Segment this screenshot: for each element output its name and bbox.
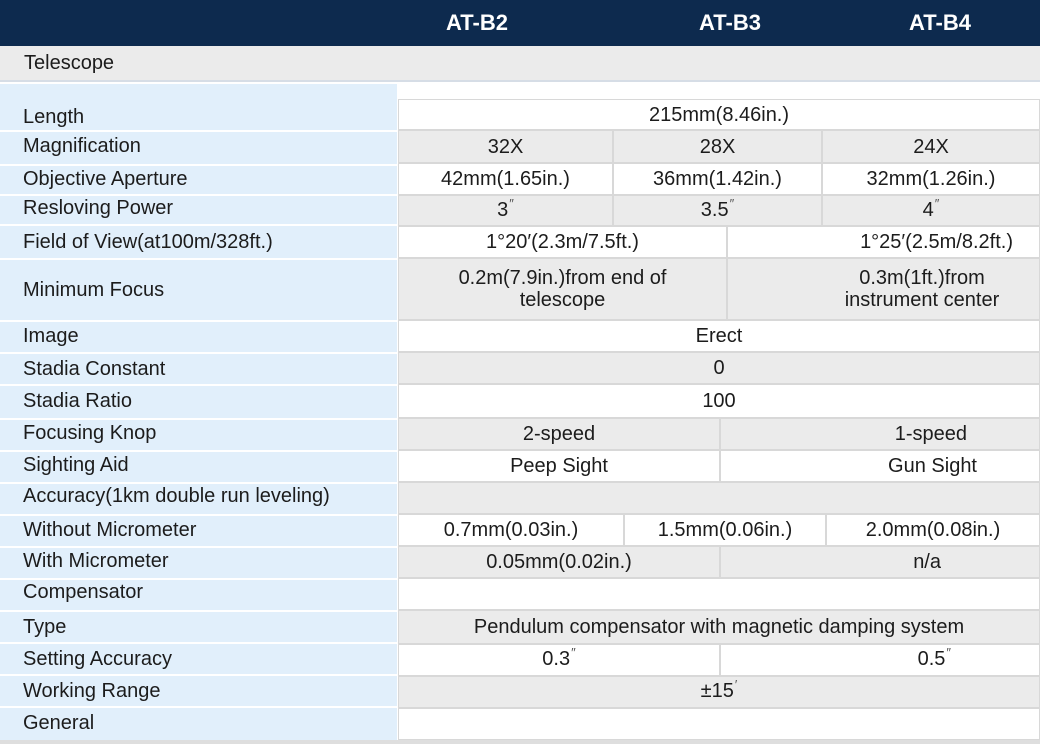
bottom-rule — [0, 740, 1040, 744]
label-objective-aperture: Objective Aperture — [23, 168, 188, 190]
cell-resolving-b3: 3.5″ — [613, 195, 822, 226]
cell-aperture-b2: 42mm(1.65in.) — [398, 163, 613, 195]
label-length: Length — [23, 106, 85, 128]
cell-without-micrometer-b4: 2.0mm(0.08in.) — [826, 514, 1040, 546]
divider — [0, 320, 397, 322]
cell-min-focus-b2-b3: 0.2m(7.9in.)from end of telescope — [398, 258, 727, 320]
cell-working-range: ±15′ — [398, 676, 1040, 708]
label-stadia-ratio: Stadia Ratio — [23, 390, 132, 412]
divider — [0, 418, 397, 420]
divider — [0, 352, 397, 354]
cell-aperture-b4: 32mm(1.26in.) — [822, 163, 1040, 195]
cell-with-micrometer-b4: n/a — [720, 546, 1040, 578]
cell-focusing-b4: 1-speed — [720, 418, 1040, 450]
divider — [0, 546, 397, 548]
model-at-b4: AT-B4 — [909, 10, 971, 35]
model-at-b2: AT-B2 — [446, 10, 508, 35]
cell-compensator-empty — [398, 578, 1040, 610]
label-stadia-constant: Stadia Constant — [23, 358, 166, 380]
label-resolving-power: Resloving Power — [23, 197, 174, 219]
label-focusing-knob: Focusing Knop — [23, 422, 157, 444]
label-minimum-focus: Minimum Focus — [23, 279, 165, 301]
model-at-b3: AT-B3 — [699, 10, 761, 35]
label-field-of-view: Field of View(at100m/328ft.) — [23, 231, 273, 253]
divider — [0, 610, 397, 612]
label-sighting-aid: Sighting Aid — [23, 454, 129, 476]
cell-without-micrometer-b2: 0.7mm(0.03in.) — [398, 514, 624, 546]
divider — [0, 642, 397, 644]
label-accuracy: Accuracy(1km double run leveling) — [23, 485, 330, 507]
cell-sighting-b2-b3: Peep Sight — [398, 450, 720, 482]
cell-sighting-b4: Gun Sight — [720, 450, 1040, 482]
divider — [0, 164, 397, 166]
label-working-range: Working Range — [23, 680, 161, 702]
section-label: Telescope — [24, 52, 115, 74]
divider — [0, 130, 397, 132]
divider — [0, 224, 397, 226]
cell-magnification-b3: 28X — [613, 130, 822, 163]
cell-min-focus-b4: 0.3m(1ft.)from instrument center — [727, 258, 1040, 320]
divider — [0, 258, 397, 260]
cell-resolving-b4: 4″ — [822, 195, 1040, 226]
divider — [0, 450, 397, 452]
divider — [0, 384, 397, 386]
cell-stadia-ratio: 100 — [398, 384, 1040, 418]
divider — [0, 194, 397, 196]
section-telescope — [0, 46, 1040, 82]
cell-resolving-b2: 3″ — [398, 195, 613, 226]
label-image: Image — [23, 325, 79, 347]
cell-setting-accuracy-b2-b3: 0.3″ — [398, 644, 720, 676]
cell-stadia-constant: 0 — [398, 352, 1040, 384]
divider — [0, 514, 397, 516]
cell-fov-b4: 1°25′(2.5m/8.2ft.) — [727, 226, 1040, 258]
cell-magnification-b2: 32X — [398, 130, 613, 163]
label-type: Type — [23, 616, 67, 638]
cell-without-micrometer-b3: 1.5mm(0.06in.) — [624, 514, 826, 546]
cell-with-micrometer-b2-b3: 0.05mm(0.02in.) — [398, 546, 720, 578]
cell-length: 215mm(8.46in.) — [398, 99, 1040, 130]
cell-accuracy-empty — [398, 482, 1040, 514]
cell-type: Pendulum compensator with magnetic damping system — [398, 610, 1040, 644]
cell-general-empty — [398, 708, 1040, 740]
cell-image: Erect — [398, 320, 1040, 352]
divider — [0, 482, 397, 484]
divider — [0, 706, 397, 708]
cell-aperture-b3: 36mm(1.42in.) — [613, 163, 822, 195]
label-compensator: Compensator — [23, 581, 144, 603]
cell-focusing-b2-b3: 2-speed — [398, 418, 720, 450]
divider — [0, 674, 397, 676]
label-with-micrometer: With Micrometer — [23, 550, 169, 572]
model-header — [0, 0, 1040, 46]
label-setting-accuracy: Setting Accuracy — [23, 648, 172, 670]
cell-magnification-b4: 24X — [822, 130, 1040, 163]
cell-setting-accuracy-b4: 0.5″ — [720, 644, 1040, 676]
label-without-micrometer: Without Micrometer — [23, 519, 197, 541]
label-magnification: Magnification — [23, 135, 141, 157]
divider — [0, 578, 397, 580]
label-general: General — [23, 712, 95, 734]
cell-fov-b2-b3: 1°20′(2.3m/7.5ft.) — [398, 226, 727, 258]
